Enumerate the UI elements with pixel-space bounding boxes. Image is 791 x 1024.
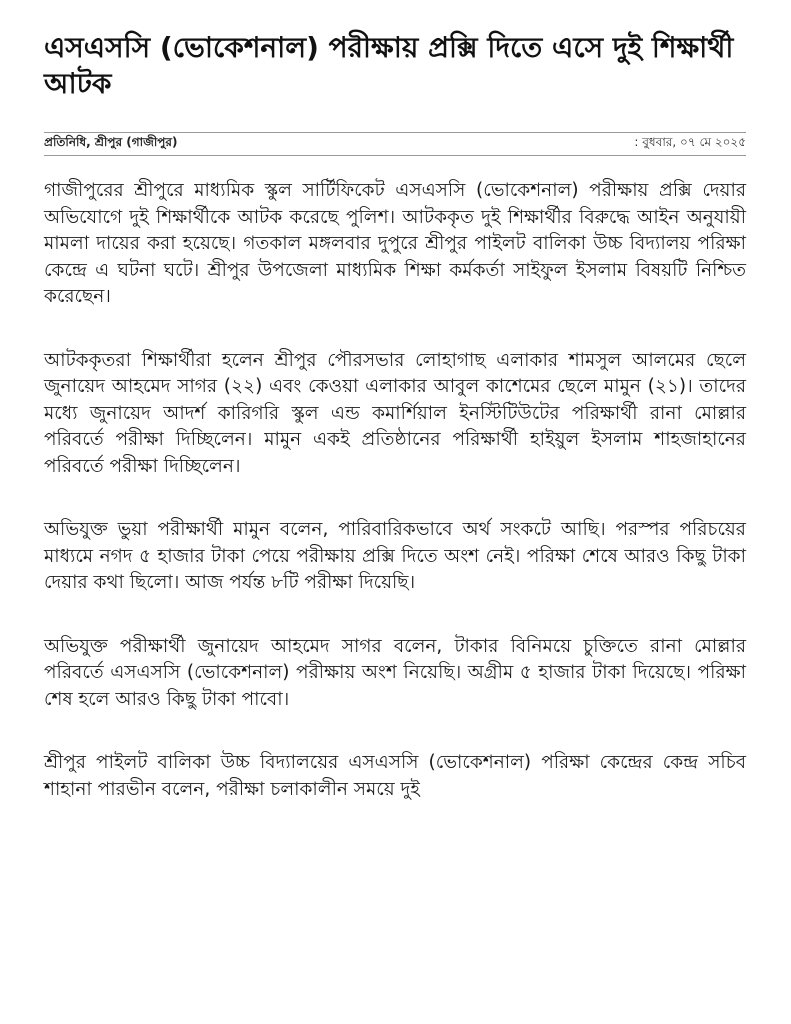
article-headline: এসএসসি (ভোকেশনাল) পরীক্ষায় প্রক্সি দিতে এসে দুই শিক্ষার্থী আটক bbox=[44, 31, 734, 100]
article-paragraph-4: অভিযুক্ত পরীক্ষার্থী জুনায়েদ আহমেদ সাগর বলেন, টাকার বিনিময়ে চুক্তিতে রানা মোল্লার পরিবর্তে এসএসসি (ভোকেশনাল) পরীক্ষায় অংশ নিয়েছি। অগ্রীম ৫ হাজার টাকা দিয়েছে। পরিক্ষা শেষ হলে আরও কিছু টাকা পাবো। bbox=[44, 635, 746, 710]
article-paragraph-3: অভিযুক্ত ভুয়া পরীক্ষার্থী মামুন বলেন, পারিবারিকভাবে অর্থ সংকটে আছি। পরস্পর পরিচয়ের মাধ্যমে নগদ ৫ হাজার টাকা পেয়ে পরীক্ষায় প্রক্সি দিতে অংশ নেই। পরিক্ষা শেষে আরও কিছু টাকা দেয়ার কথা ছিলো। আজ পর্যন্ত ৮টি পরীক্ষা দিয়েছি। bbox=[44, 519, 746, 593]
article-body bbox=[44, 178, 746, 803]
article-paragraph-5: শ্রীপুর পাইলট বালিকা উচ্চ বিদ্যালয়ের এসএসসি (ভোকেশনাল) পরিক্ষা কেন্দ্রের কেন্দ্র সচিব শাহানা পারভীন বলেন, পরীক্ষা চলাকালীন সময়ে দুই bbox=[44, 752, 746, 800]
article-page bbox=[44, 30, 746, 840]
article-paragraph-2: আটককৃতরা শিক্ষার্থীরা হলেন শ্রীপুর পৌরসভার লোহাগাছ এলাকার শামসুল আলমের ছেলে জুনায়েদ আহমেদ সাগর (২২) এবং কেওয়া এলাকার আবুল কাশেমের ছেলে মামুন (২১)। তাদের মধ্যে জুনায়েদ আদর্শ কারিগরি স্কুল এন্ড কমার্শিয়াল ইনস্টিটিউটের পরিক্ষার্থী রানা মোল্লার পরিবর্তে পরীক্ষা দিচ্ছিলেন। মামুন একই প্রতিষ্ঠানের পরিক্ষার্থী হাইয়ুল ইসলাম শাহজাহানের পরিবর্তে পরীক্ষা দিচ্ছিলেন। bbox=[44, 349, 746, 477]
article-paragraph-1: গাজীপুরের শ্রীপুরে মাধ্যমিক স্কুল সার্টিফিকেট এসএসসি (ভোকেশনাল) পরীক্ষায় প্রক্সি দেয়ার অভিযোগে দুই শিক্ষার্থীকে আটক করেছে পুলিশ। আটককৃত দুই শিক্ষার্থীর বিরুদ্ধে আইন অনুযায়ী মামলা দায়ের করা হয়েছে। গতকাল মঙ্গলবার দুপুরে শ্রীপুর পাইলট বালিকা উচ্চ বিদ্যালয় পরিক্ষা কেন্দ্রে এ ঘটনা ঘটে। শ্রীপুর উপজেলা মাধ্যমিক শিক্ষা কর্মকর্তা সাইফুল ইসলাম বিষয়টি নিশ্চিত করেছেন। bbox=[44, 180, 746, 307]
article-date: : বুধবার, ০৭ মে ২০২৫ bbox=[634, 135, 746, 149]
article-meta-bar bbox=[44, 132, 746, 156]
article-byline: প্রতিনিধি, শ্রীপুর (গাজীপুর) bbox=[44, 135, 178, 149]
